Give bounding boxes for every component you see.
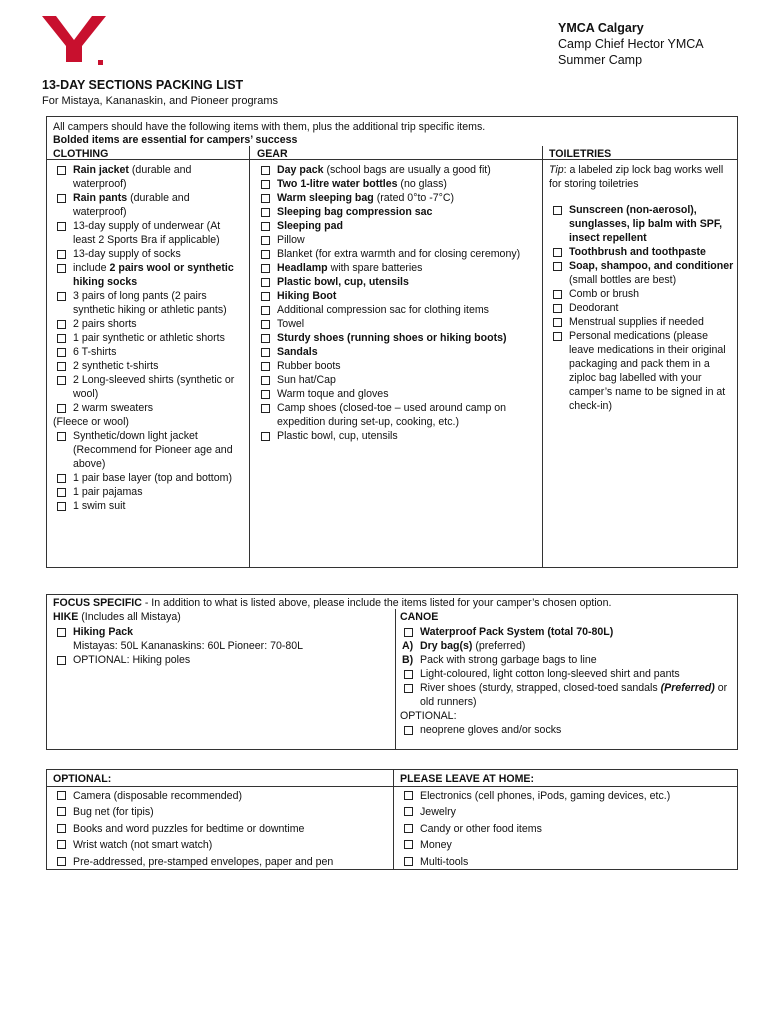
clothing-item-text: 2 pairs shorts: [73, 318, 137, 330]
gear-list: [257, 163, 539, 443]
checkbox: [57, 656, 66, 665]
logo-dot: [98, 60, 103, 65]
hike-optional-item: OPTIONAL: Hiking poles: [53, 653, 391, 667]
toiletries-item: [549, 315, 735, 329]
optional-item-text: Bug net (for tipis): [73, 806, 154, 819]
gear-item-text: Rubber boots: [277, 360, 341, 372]
gear-item-bold: Sturdy shoes (running shoes or hiking boots): [277, 332, 507, 344]
checkbox: [57, 404, 66, 413]
checkbox: [404, 726, 413, 735]
leave-home-list: [400, 788, 734, 870]
checkbox: [57, 824, 66, 833]
clothing-item: [53, 331, 245, 345]
canoe-list: [400, 625, 734, 681]
toiletries-item-bold: Toothbrush and toothpaste: [569, 246, 706, 258]
focus-intro: [53, 596, 611, 610]
leave-home-heading: PLEASE LEAVE AT HOME:: [400, 773, 534, 785]
gear-item-bold: Sleeping pad: [277, 220, 343, 232]
canoe-item: [400, 625, 734, 639]
checkbox: [57, 348, 66, 357]
clothing-item-text: 13-day supply of socks: [73, 248, 181, 260]
checkbox: [404, 857, 413, 866]
clothing-item-text: 2 Long-sleeved shirts (synthetic or wool): [73, 374, 235, 400]
gear-item-bold: Day pack: [277, 164, 324, 176]
checkbox: [57, 432, 66, 441]
checkbox: [261, 390, 270, 399]
checkbox: [57, 250, 66, 259]
optional-heading: OPTIONAL:: [53, 773, 112, 785]
clothing-item: [53, 359, 245, 373]
clothing-item: [53, 499, 245, 513]
checkbox: [553, 304, 562, 313]
clothing-item-text: 13-day supply of underwear (At least 2 Sports Bra if applicable): [73, 220, 221, 246]
ymca-logo: [40, 12, 108, 67]
toiletries-item: [549, 287, 735, 301]
gear-item-bold: Warm sleeping bag: [277, 192, 374, 204]
gear-item: [257, 289, 539, 303]
clothing-item: [53, 373, 245, 401]
toiletries-item-text: Menstrual supplies if needed: [569, 316, 704, 328]
toiletries-item-text: Personal medications (please leave medications in their original packaging and pack them in a ziploc bag labelled with your camper’s name to be signed in at check-in): [569, 330, 726, 412]
hike-column: [53, 625, 391, 667]
optional-item-text: Camera (disposable recommended): [73, 790, 242, 802]
gear-item-text: Blanket (for extra warmth and for closing ceremony): [277, 248, 521, 260]
checkbox: [261, 348, 270, 357]
checkbox: [57, 362, 66, 371]
optional-item: [53, 788, 391, 804]
clothing-item: [53, 485, 245, 499]
toiletries-item-bold: Soap, shampoo, and conditioner: [569, 260, 734, 272]
gear-item-text: Warm toque and gloves: [277, 388, 389, 400]
leave-home-item: [400, 837, 734, 853]
checkbox: [261, 194, 270, 203]
checkbox: [57, 791, 66, 800]
checkbox: [553, 248, 562, 257]
gear-item-text: Plastic bowl, cup, utensils: [277, 430, 398, 442]
clothing-item-text: 1 swim suit: [73, 500, 126, 512]
logo-triangle: [60, 12, 88, 28]
checkbox: [57, 264, 66, 273]
gear-item: [257, 429, 539, 443]
checkbox: [553, 206, 562, 215]
canoe-item-bold: Waterproof Pack System (total 70-80L): [420, 626, 614, 638]
checkbox: [261, 250, 270, 259]
hike-pack-sizes: Mistayas: 50L Kananaskins: 60L Pioneer: 70-80L: [73, 640, 304, 652]
checkbox: [404, 684, 413, 693]
checkbox: [57, 807, 66, 816]
page-title: 13-DAY SECTIONS PACKING LIST: [42, 78, 244, 92]
checkbox: [57, 474, 66, 483]
gear-toiletries-divider: [542, 146, 543, 568]
clothing-item-text: 1 pair base layer (top and bottom): [73, 472, 232, 484]
toiletries-item-bold: Sunscreen (non-aerosol), sunglasses, lip balm with SPF, insect repellent: [569, 204, 723, 244]
canoe-column: [400, 625, 734, 737]
checkbox: [57, 628, 66, 637]
clothing-item-bold: 2 pairs wool or synthetic hiking socks: [73, 262, 234, 288]
clothing-item-text: 1 pair pajamas: [73, 486, 143, 498]
clothing-item: [53, 261, 245, 289]
clothing-item-text: 6 T-shirts: [73, 346, 117, 358]
canoe-item-text: Light-coloured, light cotton long-sleeved shirt and pants: [420, 668, 680, 680]
checkbox: [261, 278, 270, 287]
optional-item: [53, 854, 391, 870]
checkbox: [404, 824, 413, 833]
checkbox: [57, 222, 66, 231]
canoe-item: [400, 667, 734, 681]
toiletries-heading: TOILETRIES: [549, 148, 612, 160]
checkbox: [261, 334, 270, 343]
checkbox: [57, 502, 66, 511]
gear-item: [257, 275, 539, 289]
gear-item-text: (rated 0°to -7°C): [373, 192, 455, 204]
checkbox: [261, 236, 270, 245]
org-header: [558, 20, 704, 68]
toiletries-column: [549, 163, 735, 413]
gear-item-text: Towel: [277, 318, 305, 330]
gear-item-text: Camp shoes (closed-toe – used around camp on expedition during set-up, cooking, etc.): [277, 402, 507, 428]
gear-item: [257, 191, 539, 205]
toiletries-item-text: (small bottles are best): [569, 274, 677, 286]
toiletries-item: [549, 301, 735, 315]
toiletries-tip: [549, 163, 735, 191]
tip-text: : a labeled zip lock bag works well for storing toiletries: [549, 164, 724, 190]
gear-item: [257, 177, 539, 191]
optional-header-divider: [46, 786, 738, 787]
gear-item-text: with spare batteries: [327, 262, 423, 274]
clothing-item: [53, 219, 245, 247]
checkbox: [261, 306, 270, 315]
gear-item: [257, 359, 539, 373]
canoe-item-text: Pack with strong garbage bags to line: [420, 654, 597, 666]
hike-heading: HIKE (Includes all Mistaya): [53, 611, 181, 623]
gear-item-bold: Two 1-litre water bottles: [277, 178, 398, 190]
gear-item-text: Pillow: [277, 234, 305, 246]
canoe-item: [400, 653, 734, 667]
optional-item: [53, 837, 391, 853]
optional-leave-divider: [393, 769, 394, 870]
page-subtitle: For Mistaya, Kananaskin, and Pioneer programs: [42, 95, 279, 107]
clothing-item-text: 2 warm sweaters: [73, 402, 154, 414]
toiletries-item: [549, 245, 735, 259]
optional-list: [53, 788, 391, 870]
toiletries-item: [549, 203, 735, 245]
checkbox: [261, 180, 270, 189]
season: Summer Camp: [558, 53, 643, 67]
camp-name: Camp Chief Hector YMCA: [558, 37, 704, 51]
clothing-heading: CLOTHING: [53, 148, 109, 160]
main-header-divider: [46, 159, 738, 160]
clothing-item: [53, 471, 245, 485]
focus-label: FOCUS SPECIFIC: [53, 597, 142, 609]
canoe-item-bold: Dry bag(s): [420, 640, 473, 652]
list-marker: A): [402, 640, 414, 652]
leave-home-item-text: Money: [420, 839, 452, 852]
gear-item-text: Sun hat/Cap: [277, 374, 336, 386]
gear-item-bold: Plastic bowl, cup, utensils: [277, 276, 409, 288]
clothing-item-text: (durable and waterproof): [73, 192, 190, 218]
intro-text: All campers should have the following items with them, plus the additional trip specific items.: [53, 121, 486, 133]
checkbox: [553, 262, 562, 271]
gear-item: [257, 261, 539, 275]
clothing-item-text: (durable and waterproof): [73, 164, 192, 190]
checkbox: [261, 292, 270, 301]
gear-item: [257, 373, 539, 387]
gear-item: [257, 401, 539, 429]
clothing-fleece-note: (Fleece or wool): [53, 416, 129, 428]
essential-note: Bolded items are essential for campers’ success: [53, 134, 298, 146]
gear-item: [257, 163, 539, 177]
checkbox: [553, 332, 562, 341]
checkbox: [57, 320, 66, 329]
org-name: YMCA Calgary: [558, 21, 644, 35]
leave-home-item: [400, 821, 734, 837]
gear-item: [257, 219, 539, 233]
clothing-item-text: include: [73, 262, 110, 274]
tip-label: Tip: [549, 164, 564, 176]
gear-heading: GEAR: [257, 148, 288, 160]
clothing-item-text: 1 pair synthetic or athletic shorts: [73, 332, 225, 344]
gear-item-bold: Sandals: [277, 346, 318, 358]
checkbox: [57, 857, 66, 866]
checkbox: [57, 376, 66, 385]
canoe-item: [400, 639, 734, 653]
gear-item: [257, 317, 539, 331]
gear-item-text: (no glass): [397, 178, 447, 190]
canoe-river-shoes: River shoes (sturdy, strapped, closed-toed sandals (Preferred) or old runners): [400, 681, 734, 709]
gear-item: [257, 247, 539, 261]
gear-item: [257, 331, 539, 345]
optional-item: [53, 821, 391, 837]
gear-item-bold: Sleeping bag compression sac: [277, 206, 433, 218]
clothing-item: [53, 163, 245, 191]
clothing-item-bold: Rain jacket: [73, 164, 129, 176]
gear-item: [257, 345, 539, 359]
optional-item-text: Books and word puzzles for bedtime or downtime: [73, 822, 305, 835]
checkbox: [261, 404, 270, 413]
toiletries-list: [549, 203, 735, 413]
checkbox: [261, 376, 270, 385]
checkbox: [553, 290, 562, 299]
focus-text: - In addition to what is listed above, please include the items listed for your camper’s chosen option.: [141, 597, 612, 609]
hike-canoe-divider: [395, 609, 396, 750]
hike-pack-item: Hiking Pack: [53, 625, 391, 639]
gear-item: [257, 205, 539, 219]
clothing-item: [53, 401, 245, 415]
toiletries-item-text: Comb or brush: [569, 288, 640, 300]
gear-item: [257, 303, 539, 317]
checkbox: [553, 318, 562, 327]
canoe-optional-item: neoprene gloves and/or socks: [400, 723, 734, 737]
gear-item: [257, 233, 539, 247]
canoe-item-text: (preferred): [472, 640, 526, 652]
clothing-item-bold: Rain pants: [73, 192, 128, 204]
checkbox: [261, 222, 270, 231]
toiletries-item: [549, 259, 735, 287]
gear-item-bold: Hiking Boot: [277, 290, 337, 302]
checkbox: [261, 320, 270, 329]
optional-item-text: Pre-addressed, pre-stamped envelopes, paper and pen: [73, 855, 334, 868]
checkbox: [261, 264, 270, 273]
checkbox: [57, 292, 66, 301]
leave-home-item-text: Multi-tools: [420, 855, 469, 868]
checkbox: [404, 840, 413, 849]
checkbox: [261, 432, 270, 441]
leave-home-item: [400, 804, 734, 820]
clothing-item: [53, 289, 245, 317]
clothing-item-text: 2 synthetic t-shirts: [73, 360, 159, 372]
canoe-heading: CANOE: [400, 611, 439, 623]
clothing-item: [53, 247, 245, 261]
leave-home-item-text: Electronics (cell phones, iPods, gaming devices, etc.): [420, 790, 671, 802]
clothing-item-text: 3 pairs of long pants (2 pairs synthetic hiking or athletic pants): [73, 290, 227, 316]
checkbox: [261, 208, 270, 217]
checkbox: [57, 334, 66, 343]
toiletries-item: [549, 329, 735, 413]
clothing-item: [53, 429, 245, 471]
toiletries-item-text: Deodorant: [569, 302, 619, 314]
leave-home-item: [400, 854, 734, 870]
optional-item: [53, 804, 391, 820]
gear-item-text: Additional compression sac for clothing items: [277, 304, 489, 316]
clothing-item: [53, 345, 245, 359]
checkbox: [404, 791, 413, 800]
checkbox: [404, 670, 413, 679]
checkbox: [57, 488, 66, 497]
clothing-item-text: Synthetic/down light jacket (Recommend for Pioneer age and above): [73, 430, 233, 470]
checkbox: [57, 166, 66, 175]
clothing-gear-divider: [249, 146, 250, 568]
clothing-item: [53, 191, 245, 219]
gear-item: [257, 387, 539, 401]
checkbox: [404, 628, 413, 637]
leave-home-item: [400, 788, 734, 804]
gear-item-bold: Headlamp: [277, 262, 328, 274]
optional-item-text: Wrist watch (not smart watch): [73, 839, 213, 852]
checkbox: [261, 362, 270, 371]
gear-item-text: (school bags are usually a good fit): [323, 164, 491, 176]
canoe-optional-label: OPTIONAL:: [400, 710, 457, 722]
checkbox: [261, 166, 270, 175]
clothing-list: [53, 163, 245, 513]
checkbox: [404, 807, 413, 816]
list-marker: B): [402, 654, 414, 666]
checkbox: [57, 840, 66, 849]
clothing-item: [53, 317, 245, 331]
leave-home-item-text: Candy or other food items: [420, 822, 542, 835]
leave-home-item-text: Jewelry: [420, 806, 456, 819]
checkbox: [57, 194, 66, 203]
